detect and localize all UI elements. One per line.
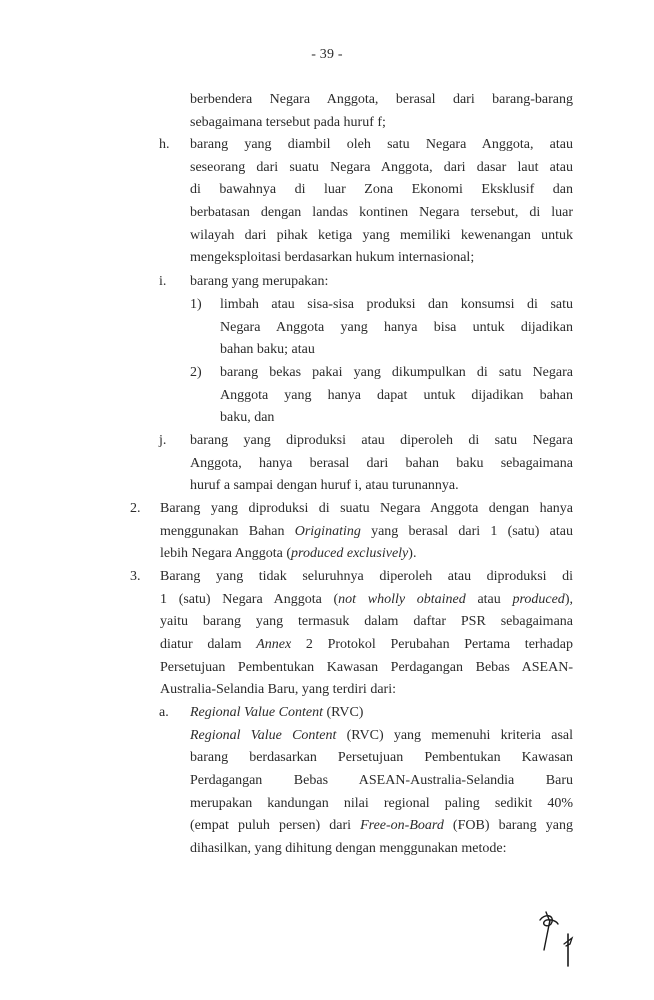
text-segment: (FOB) barang yang xyxy=(443,818,573,834)
text-line: barang berdasarkan Persetujuan Pembentukan Kawasan xyxy=(190,750,573,766)
italic-term: Originating xyxy=(294,523,361,539)
item-i-1 xyxy=(220,294,573,362)
text-line: barang yang merupakan: xyxy=(190,274,329,289)
text-line: yaitu barang yang termasuk dalam daftar PSR sebagaimana xyxy=(160,614,573,630)
text-line: bahan baku; atau xyxy=(220,342,315,358)
italic-term: produced exclusively xyxy=(291,546,409,562)
text-segment: diatur dalam xyxy=(160,637,257,653)
text-line: seseorang dari suatu Negara Anggota, dari dasar laut atau xyxy=(190,159,573,175)
italic-term: Regional Value Content xyxy=(190,727,337,743)
text-segment: ). xyxy=(408,546,417,562)
text-line: barang bekas pakai yang dikumpulkan di satu Negara xyxy=(220,365,573,380)
text-line: wilayah dari pihak ketiga yang memiliki kewenangan untuk xyxy=(190,227,573,243)
text-line: Persetujuan Pembentukan Kawasan Perdagangan Bebas ASEAN- xyxy=(160,659,573,675)
text-line: Perdagangan Bebas ASEAN-Australia-Selandia Baru xyxy=(190,773,573,789)
item-j xyxy=(190,430,573,498)
item-i-marker: i. xyxy=(159,274,167,289)
text-segment: 1 (satu) Negara Anggota ( xyxy=(160,591,339,607)
text-segment: atau xyxy=(465,591,513,607)
italic-term: Free-on-Board xyxy=(360,818,444,834)
italic-term: produced xyxy=(512,591,565,607)
text-line xyxy=(190,815,573,838)
item-i-2 xyxy=(220,362,573,430)
text-line xyxy=(160,589,573,612)
text-line: Negara Anggota yang hanya bisa untuk dijadikan xyxy=(220,319,573,335)
text-line: Australia-Selandia Baru, yang terdiri dari: xyxy=(160,682,396,698)
text-line: Anggota, hanya berasal dari bahan baku sebagaimana xyxy=(190,455,573,471)
text-line: huruf a sampai dengan huruf i, atau turunannya. xyxy=(190,478,459,494)
handwritten-initials-icon xyxy=(530,900,590,970)
item-i-1-marker: 1) xyxy=(190,297,202,312)
text-segment: lebih Negara Anggota ( xyxy=(160,546,292,562)
text-line: dihasilkan, yang dihitung dengan menggunakan metode: xyxy=(190,841,507,857)
italic-term: not wholly obtained xyxy=(338,591,466,607)
item-3a xyxy=(190,702,573,861)
item-h xyxy=(190,134,573,270)
text-line: merupakan kandungan nilai regional paling sedikit 40% xyxy=(190,795,573,811)
text-line: Barang yang diproduksi di suatu Negara Anggota dengan hanya xyxy=(160,501,573,516)
text-line xyxy=(190,725,573,748)
text-line: baku, dan xyxy=(220,410,275,426)
text-line: Anggota yang hanya dapat untuk dijadikan bahan xyxy=(220,387,573,403)
item-h-marker: h. xyxy=(159,137,170,152)
italic-term: Annex xyxy=(256,637,292,653)
text-line: mengeksploitasi berdasarkan hukum internasional; xyxy=(190,250,475,266)
text-line: limbah atau sisa-sisa produksi dan konsumsi di satu xyxy=(220,297,573,312)
italic-term: Regional Value Content xyxy=(190,705,323,720)
text-line xyxy=(160,521,573,544)
text-line: barang yang diproduksi atau diperoleh di satu Negara xyxy=(190,433,573,448)
text-segment: menggunakan Bahan xyxy=(160,523,295,539)
item-j-marker: j. xyxy=(159,433,167,448)
text-line xyxy=(160,634,573,657)
text-line: di bawahnya di luar Zona Ekonomi Eksklusif dan xyxy=(190,182,573,198)
text-segment: yang berasal dari 1 (satu) atau xyxy=(360,523,573,539)
item-3a-marker: a. xyxy=(159,705,169,720)
item-3-marker: 3. xyxy=(130,569,141,584)
item-2 xyxy=(160,498,573,566)
text-line: Barang yang tidak seluruhnya diperoleh atau diproduksi di xyxy=(160,569,573,584)
text-line: barang yang diambil oleh satu Negara Anggota, atau xyxy=(190,137,573,152)
text-line: berbatasan dengan landas kontinen Negara tersebut, di luar xyxy=(190,205,573,221)
item-i-2-marker: 2) xyxy=(190,365,202,380)
text-segment: (RVC) yang memenuhi kriteria asal xyxy=(336,727,573,743)
text-segment: (empat puluh persen) dari xyxy=(190,818,361,834)
item-i xyxy=(190,271,573,294)
text-segment: ), xyxy=(564,591,573,607)
item-2-marker: 2. xyxy=(130,501,141,516)
subheading-line xyxy=(190,702,573,725)
item-3 xyxy=(160,566,573,702)
text-line xyxy=(160,543,573,566)
text-line: berbendera Negara Anggota, berasal dari barang-barang xyxy=(190,92,573,107)
text-segment: 2 Protokol Perubahan Pertama terhadap xyxy=(291,637,573,653)
item-g-continuation xyxy=(190,89,573,134)
text-segment: (RVC) xyxy=(322,705,364,720)
text-line: sebagaimana tersebut pada huruf f; xyxy=(190,114,386,130)
page-number: - 39 - xyxy=(311,47,343,62)
